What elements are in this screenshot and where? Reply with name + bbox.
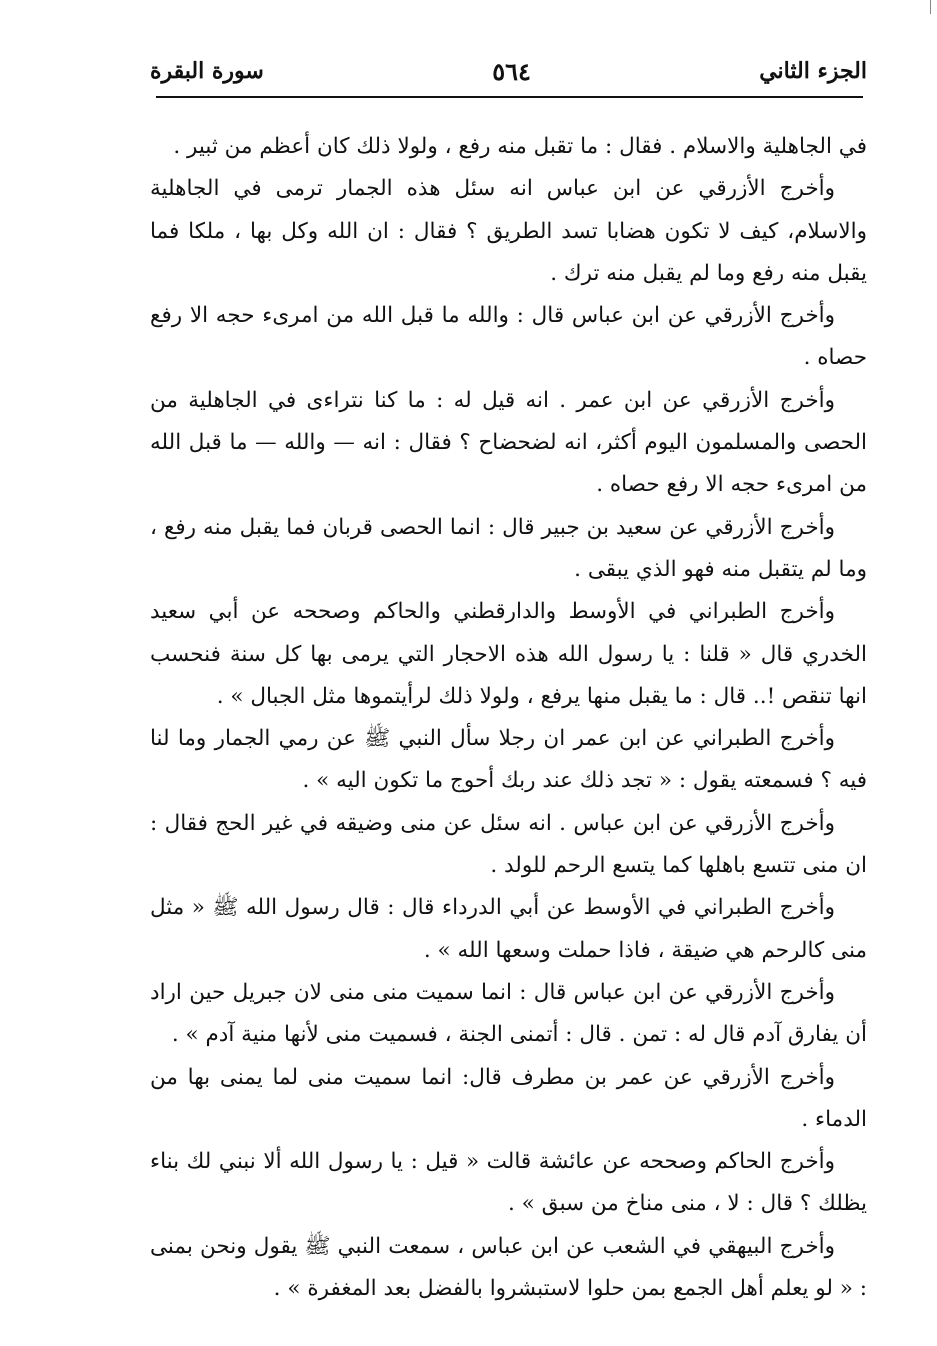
paragraph: وأخرج الأزرقي عن ابن عمر . انه قيل له : ما كنا نتراءى في الجاهلية من الحصى والمسلمون اليوم أكثر، انه لضحضاح ؟ فقال : انه — والله — ما قبل الله من امرىء حجه الا رفع حصاه . bbox=[150, 387, 867, 498]
paragraph: وأخرج الأزرقي عن ابن عباس . انه سئل عن منى وضيقه في غير الحج فقال : ان منى تتسع باهلها كما يتسع الرحم للولد . bbox=[150, 810, 867, 879]
paragraph: وأخرج الأزرقي عن ابن عباس قال : انما سميت منى منى لان جبريل حين اراد أن يفارق آدم قال له : تمن . قال : أتمنى الجنة ، فسميت منى لأنها منية آدم » . bbox=[150, 979, 867, 1048]
surah-label: سورة البقرة bbox=[150, 58, 264, 84]
paragraph: وأخرج الأزرقي عن سعيد بن جبير قال : انما الحصى قربان فما يقبل منه رفع ، وما لم يتقبل منه فهو الذي يبقى . bbox=[150, 514, 867, 582]
page-body bbox=[150, 126, 867, 1310]
paragraph: وأخرج الأزرقي عن ابن عباس قال : والله ما قبل الله من امرىء حجه الا رفع حصاه . bbox=[150, 303, 867, 371]
paragraph: وأخرج الطبراني في الأوسط والدارقطني والحاكم وصححه عن أبي سعيد الخدري قال « قلنا : يا رسول الله هذه الاحجار التي يرمى بها كل سنة فنحسب انها تنقص !.. قال : ما يقبل منها يرفع ، ولولا ذلك لرأيتموها مثل الجبال » . bbox=[150, 599, 867, 709]
paragraph: وأخرج الأزرقي عن عمر بن مطرف قال: انما سميت منى لما يمنى بها من الدماء . bbox=[150, 1064, 867, 1132]
paragraph: وأخرج الأزرقي عن ابن عباس انه سئل هذه الجمار ترمى في الجاهلية والاسلام، كيف لا تكون هضابا تسد الطريق ؟ فقال : ان الله وكل بها ، ملكا فما يقبل منه رفع وما لم يقبل منه ترك . bbox=[150, 176, 867, 286]
paragraph: وأخرج الطبراني في الأوسط عن أبي الدرداء قال : قال رسول الله ﷺ « مثل منى كالرحم هي ضيقة ، فاذا حملت وسعها الله » . bbox=[150, 895, 867, 963]
page-number: ٥٦٤ bbox=[492, 56, 531, 86]
paragraph: وأخرج الحاكم وصححه عن عائشة قالت « قيل : يا رسول الله ألا نبني لك بناء يظلك ؟ قال : لا ، منى مناخ من سبق » . bbox=[150, 1149, 867, 1217]
page-header bbox=[150, 48, 867, 94]
book-page bbox=[150, 48, 867, 1310]
page-corner-mark bbox=[930, 0, 931, 14]
paragraph: في الجاهلية والاسلام . فقال : ما تقبل منه رفع ، ولولا ذلك كان أعظم من ثبير . bbox=[173, 134, 867, 159]
part-label: الجزء الثاني bbox=[759, 58, 867, 84]
paragraph: وأخرج الطبراني عن ابن عمر ان رجلا سأل النبي ﷺ عن رمي الجمار وما لنا فيه ؟ فسمعته يقول : « تجد ذلك عند ربك أحوج ما تكون اليه » . bbox=[150, 726, 867, 794]
header-rule bbox=[156, 96, 863, 98]
paragraph: وأخرج البيهقي في الشعب عن ابن عباس ، سمعت النبي ﷺ يقول ونحن بمنى : « لو يعلم أهل الجمع بمن حلوا لاستبشروا بالفضل بعد المغفرة » . bbox=[150, 1233, 867, 1302]
